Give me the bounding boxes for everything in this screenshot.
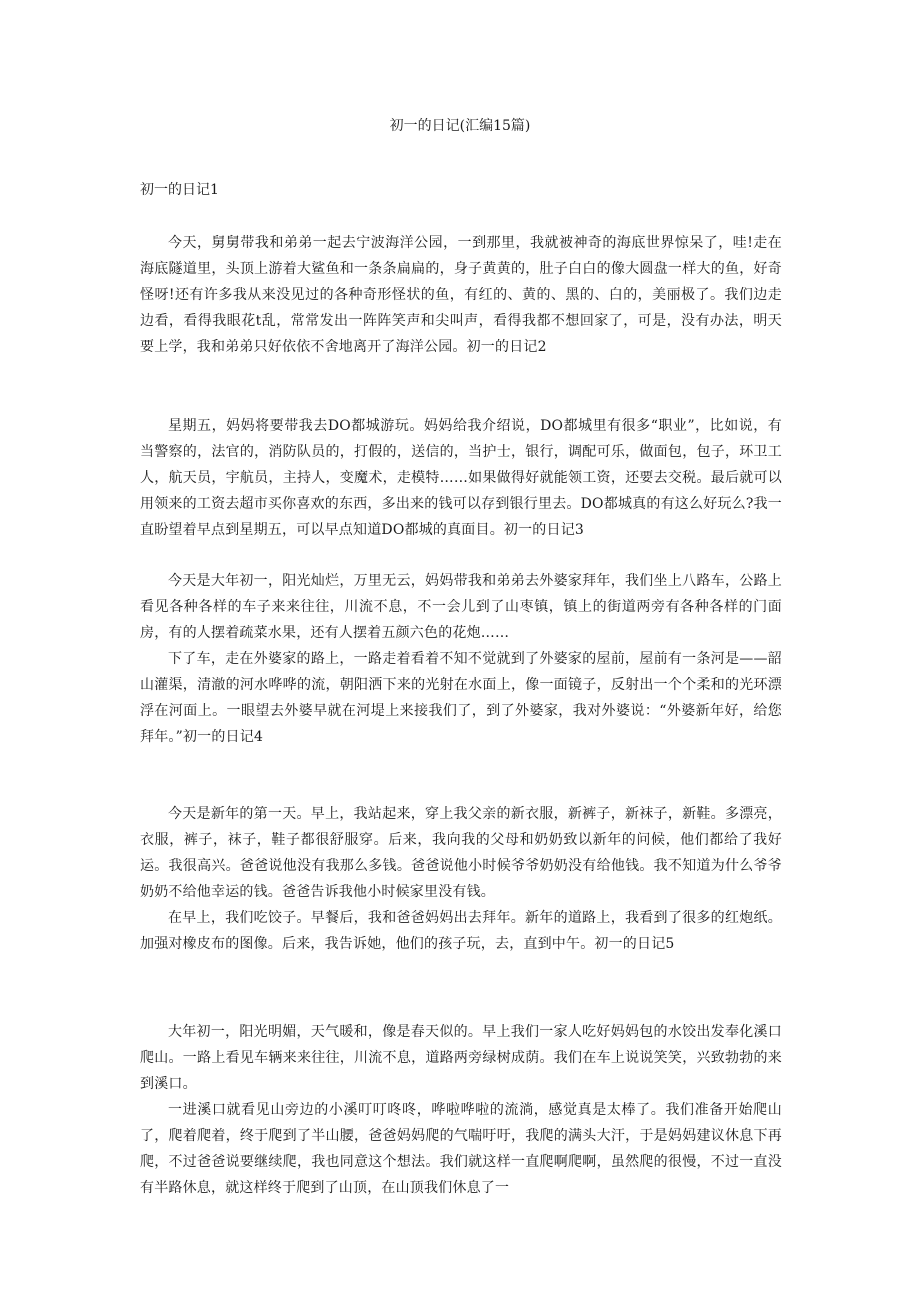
document-title: 初一的日记(汇编15篇) bbox=[389, 118, 531, 134]
paragraph: 今天是大年初一，阳光灿烂，万里无云，妈妈带我和弟弟去外婆家拜年，我们坐上八路车，公路上看见各种各样的车子来来往往，川流不息，不一会儿到了山枣镇，镇上的街道两旁有各种各样的门面房，有的人摆着疏菜水果，还有人摆着五颜六色的花炮…… bbox=[140, 573, 782, 641]
paragraph: 下了车，走在外婆家的路上，一路走着看着不知不觉就到了外婆家的屋前，屋前有一条河是——韶山灌渠，清澈的河水哗哗的流，朝阳洒下来的光射在水面上，像一面镜子，反射出一个个柔和的光环漂浮在河面上。一眼望去外婆早就在河堤上来接我们了，到了外婆家，我对外婆说：“外婆新年好，给您拜年。”初一的日记4 bbox=[140, 651, 782, 745]
paragraph: 大年初一，阳光明媚，天气暖和，像是春天似的。早上我们一家人吃好妈妈包的水饺出发奉化溪口爬山。一路上看见车辆来来往往，川流不息，道路两旁绿树成荫。我们在车上说说笑笑，兴致勃勃的来到溪口。 bbox=[140, 1024, 782, 1092]
entry-heading: 初一的日记1 bbox=[140, 182, 219, 198]
paragraph: 在早上，我们吃饺子。早餐后，我和爸爸妈妈出去拜年。新年的道路上，我看到了很多的红炮纸。加强对橡皮布的图像。后来，我告诉她，他们的孩子玩，去，直到中午。初一的日记5 bbox=[140, 910, 782, 952]
diary-entry-3 bbox=[140, 568, 782, 750]
diary-entry-4 bbox=[140, 801, 782, 957]
diary-entry-5 bbox=[140, 1019, 782, 1201]
paragraph: 今天，舅舅带我和弟弟一起去宁波海洋公园，一到那里，我就被神奇的海底世界惊呆了，哇!走在海底隧道里，头顶上游着大鲨鱼和一条条扁扁的，身子黄黄的，肚子白白的像大圆盘一样大的鱼，好奇怪呀!还有许多我从来没见过的各种奇形怪状的鱼，有红的、黄的、黑的、白的，美丽极了。我们边走边看，看得我眼花t乱，常常发出一阵阵笑声和尖叫声，看得我都不想回家了，可是，没有办法，明天要上学，我和弟弟只好依依不舍地离开了海洋公园。初一的日记2 bbox=[140, 235, 782, 355]
paragraph: 今天是新年的第一天。早上，我站起来，穿上我父亲的新衣服，新裤子，新袜子，新鞋。多漂亮，衣服，裤子，袜子，鞋子都很舒服穿。后来，我向我的父母和奶奶致以新年的问候，他们都给了我好运。我很高兴。爸爸说他没有我那么多钱。爸爸说他小时候爷爷奶奶没有给他钱。我不知道为什么爷爷奶奶不给他幸运的钱。爸爸告诉我他小时候家里没有钱。 bbox=[140, 806, 782, 900]
diary-entry-1 bbox=[140, 230, 782, 360]
diary-entry-2 bbox=[140, 413, 782, 543]
paragraph: 星期五，妈妈将要带我去DO都城游玩。妈妈给我介绍说，DO都城里有很多“职业”，比如说，有当警察的，法官的，消防队员的，打假的，送信的，当护士，银行，调配可乐，做面包，包子，环卫工人，航天员，宇航员，主持人，变魔术，走模特……如果做得好就能领工资，还要去交税。最后就可以用领来的工资去超市买你喜欢的东西，多出来的钱可以存到银行里去。DO都城真的有这么好玩么?我一直盼望着早点到星期五，可以早点知道DO都城的真面目。初一的日记3 bbox=[140, 418, 782, 538]
paragraph: 一进溪口就看见山旁边的小溪叮叮咚咚，哗啦哗啦的流淌，感觉真是太棒了。我们准备开始爬山了，爬着爬着，终于爬到了半山腰，爸爸妈妈爬的气喘吁吁，我爬的满头大汗，于是妈妈建议休息下再爬，不过爸爸说要继续爬，我也同意这个想法。我们就这样一直爬啊爬啊，虽然爬的很慢，不过一直没有半路休息，就这样终于爬到了山顶，在山顶我们休息了一 bbox=[140, 1102, 782, 1196]
